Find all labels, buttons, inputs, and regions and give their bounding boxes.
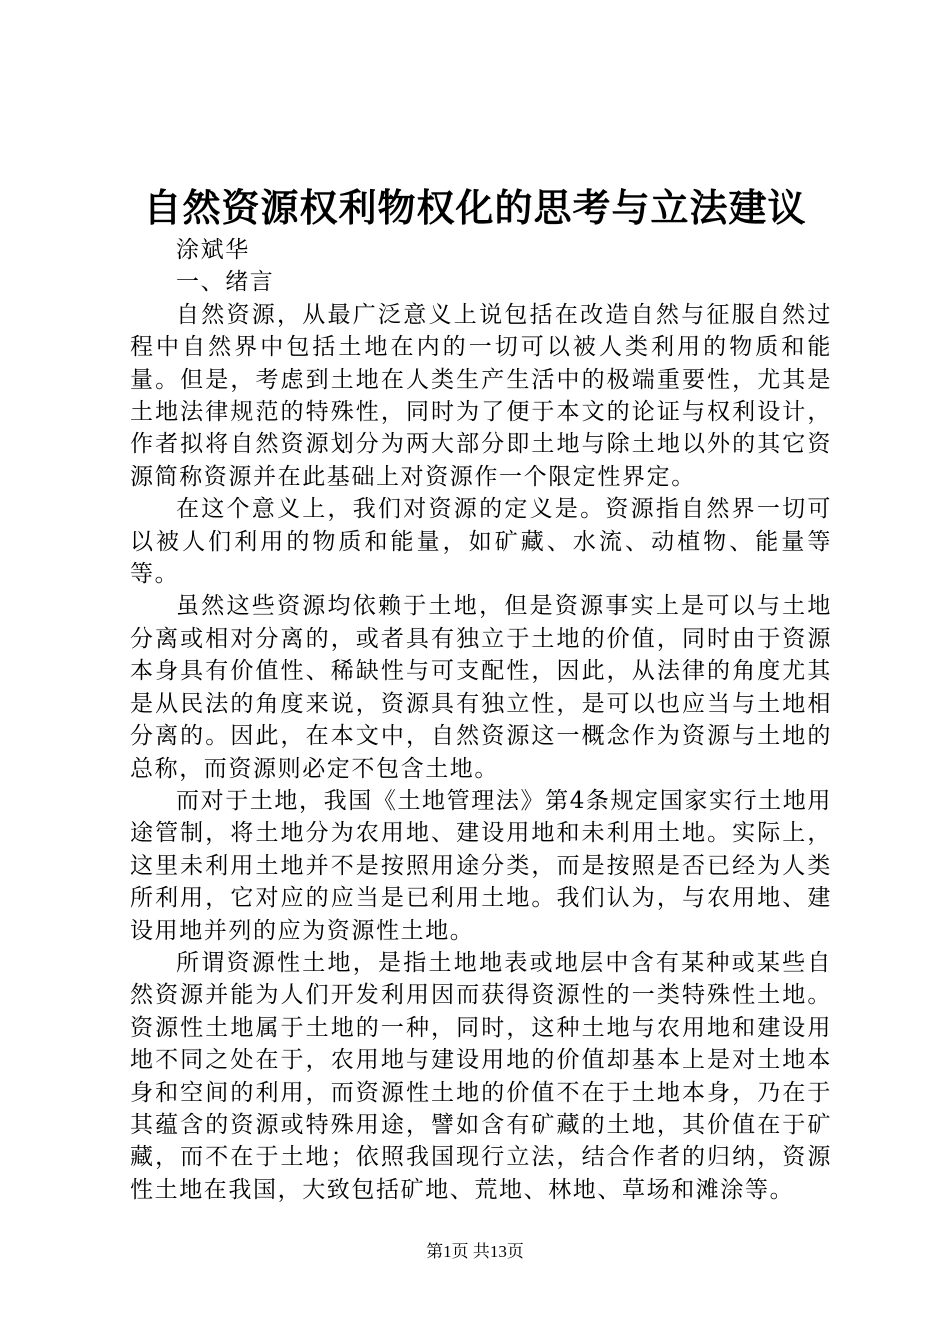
author-line: 涂斌华 [176,237,250,263]
paragraph: 所谓资源性土地，是指土地地表或地层中含有某种或某些自然资源并能为人们开发利用因而获得资源性的一类特殊性土地。资源性土地属于土地的一种，同时，这种土地与农用地和建设用地不同之处在于，农用地与建设用地的价值却基本上是对土地本身和空间的利用，而资源性土地的价值不在于土地本身，乃在于其蕴含的资源或特殊用途，譬如含有矿藏的土地，其价值在于矿藏，而不在于土地；依照我国现行立法，结合作者的归纳，资源性土地在我国，大致包括矿地、荒地、林地、草场和滩涂等。 [130,949,832,1203]
page-footer: 第1页 共13页 [426,1242,524,1261]
paragraph: 而对于土地，我国《土地管理法》第4条规定国家实行土地用途管制，将土地分为农用地、建设用地和未利用土地。实际上，这里未利用土地并不是按照用途分类，而是按照是否已经为人类所利用，它对应的应当是已利用土地。我们认为，与农用地、建设用地并列的应为资源性土地。 [130,787,832,944]
paragraph: 自然资源，从最广泛意义上说包括在改造自然与征服自然过程中自然界中包括土地在内的一切可以被人类利用的物质和能量。但是，考虑到土地在人类生产生活中的极端重要性，尤其是土地法律规范的特殊性，同时为了便于本文的论证与权利设计，作者拟将自然资源划分为两大部分即土地与除土地以外的其它资源简称资源并在此基础上对资源作一个限定性界定。 [130,301,832,490]
paragraph: 在这个意义上，我们对资源的定义是。资源指自然界一切可以被人们利用的物质和能量，如矿藏、水流、动植物、能量等等。 [130,496,832,588]
document-title: 自然资源权利物权化的思考与立法建议 [143,185,807,230]
document-body [130,234,832,1206]
section-heading: 一、绪言 [176,269,275,296]
paragraph: 虽然这些资源均依赖于土地，但是资源事实上是可以与土地分离或相对分离的，或者具有独立于土地的价值，同时由于资源本身具有价值性、稀缺性与可支配性，因此，从法律的角度尤其是从民法的角度来说，资源具有独立性，是可以也应当与土地相分离的。因此，在本文中，自然资源这一概念作为资源与土地的总称，而资源则必定不包含土地。 [130,593,832,782]
